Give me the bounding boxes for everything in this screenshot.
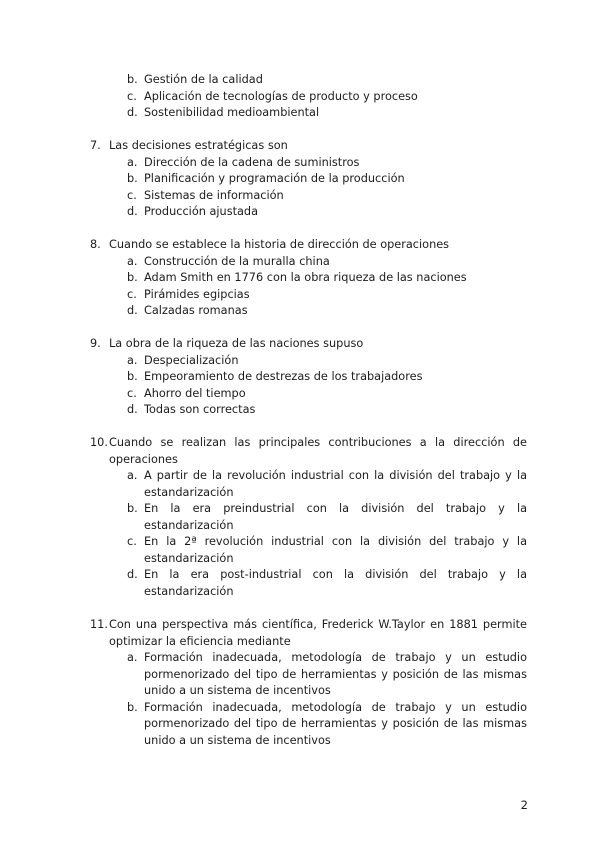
question-stem [90, 237, 527, 254]
option-letter: d. [127, 304, 138, 317]
question-8 [0, 237, 600, 320]
option-letter: c. [127, 188, 137, 202]
option [127, 402, 527, 419]
question-text: Cuando se realizan las principales contribuciones a la dirección de operaciones [109, 436, 527, 466]
option-letter: a. [127, 254, 138, 268]
option [127, 501, 527, 534]
option-letter: b. [127, 73, 138, 86]
option [127, 468, 527, 501]
option-text: Calzadas romanas [144, 304, 248, 317]
question-6-continued [0, 72, 600, 122]
question-stem [90, 336, 527, 353]
option-text: Formación inadecuada, metodología de trabajo y un estudio pormenorizado del tipo de herramientas y posición de las mismas unido a un sistema de incentivos [144, 651, 527, 697]
option [127, 204, 527, 221]
option-letter: c. [127, 287, 137, 301]
option-letter: a. [127, 469, 138, 482]
option [127, 303, 527, 320]
question-number: 8. [90, 238, 101, 251]
page-number: 2 [520, 798, 528, 812]
option-text: Ahorro del tiempo [144, 386, 246, 400]
option [127, 567, 527, 600]
option-letter: c. [127, 386, 137, 400]
option-letter: d. [127, 568, 138, 581]
option-text: Construcción de la muralla china [144, 254, 330, 268]
question-9 [0, 336, 600, 419]
option-text: Pirámides egipcias [144, 287, 250, 301]
option [127, 171, 527, 188]
option-text: Planificación y programación de la producción [144, 172, 405, 185]
question-text: La obra de la riqueza de las naciones supuso [109, 337, 364, 350]
option-letter: d. [127, 403, 138, 416]
option [127, 369, 527, 386]
option-text: En la 2ª revolución industrial con la división del trabajo y la estandarización [144, 535, 527, 565]
option-letter: c. [127, 535, 137, 548]
option-letter: d. [127, 106, 138, 119]
question-number: 7. [90, 139, 101, 152]
option-text: En la era post-industrial con la división del trabajo y la estandarización [144, 568, 527, 598]
option-letter: b. [127, 271, 138, 284]
question-number: 10. [90, 436, 108, 449]
option [127, 89, 527, 106]
option [127, 700, 527, 750]
option-text: Todas son correctas [144, 403, 256, 416]
option-text: Sistemas de información [144, 188, 284, 202]
option [127, 353, 527, 370]
option-letter: a. [127, 353, 138, 367]
option [127, 72, 527, 89]
option-text: Producción ajustada [144, 205, 259, 218]
question-number: 9. [90, 337, 101, 350]
option-letter: b. [127, 370, 138, 383]
option [127, 650, 527, 700]
option-letter: c. [127, 89, 137, 103]
option-letter: a. [127, 651, 138, 664]
option-text: Despecialización [144, 353, 239, 367]
option [127, 287, 527, 304]
option-letter: b. [127, 700, 138, 714]
option-text: Sostenibilidad medioambiental [144, 106, 320, 119]
option [127, 270, 527, 287]
option-text: Empeoramiento de destrezas de los trabajadores [144, 370, 423, 383]
option-letter: d. [127, 205, 138, 218]
question-stem [90, 138, 527, 155]
option [127, 386, 527, 403]
option-text: En la era preindustrial con la división del trabajo y la estandarización [144, 502, 527, 532]
question-10 [0, 435, 600, 600]
question-stem [90, 435, 527, 468]
question-text: Con una perspectiva más científica, Frederick W.Taylor en 1881 permite optimizar la eficiencia mediante [109, 618, 527, 648]
question-stem [90, 617, 527, 650]
option-text: Adam Smith en 1776 con la obra riqueza de las naciones [144, 271, 467, 284]
option [127, 254, 527, 271]
option-text: Dirección de la cadena de suministros [144, 155, 360, 169]
question-text: Las decisiones estratégicas son [109, 139, 288, 152]
question-text: Cuando se establece la historia de dirección de operaciones [109, 238, 450, 251]
option-letter: b. [127, 502, 138, 515]
question-number: 11. [90, 618, 108, 631]
option [127, 155, 527, 172]
option [127, 534, 527, 567]
question-11 [0, 617, 600, 749]
option-text: Formación inadecuada, metodología de trabajo y un estudio pormenorizado del tipo de herramientas y posición de las mismas unido a un sistema de incentivos [144, 700, 527, 747]
option-letter: b. [127, 172, 138, 185]
option [127, 105, 527, 122]
question-7 [0, 138, 600, 221]
option-text: Gestión de la calidad [144, 73, 263, 86]
option-text: A partir de la revolución industrial con la división del trabajo y la estandarización [144, 469, 527, 499]
option [127, 188, 527, 205]
option-text: Aplicación de tecnologías de producto y proceso [144, 89, 418, 103]
option-letter: a. [127, 155, 138, 169]
